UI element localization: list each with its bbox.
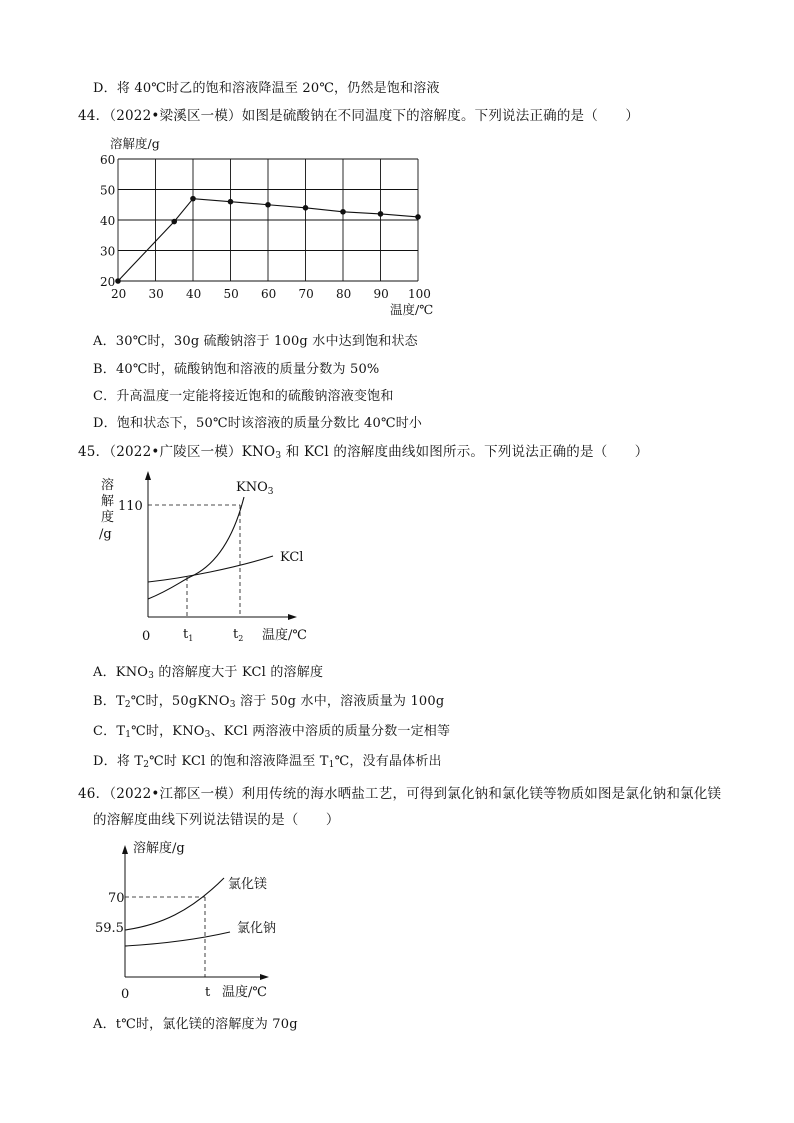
chart3-nacl-curve [125, 932, 230, 946]
chart1-x-tick-label: 80 [336, 287, 352, 301]
chart1-x-tick-label: 90 [373, 287, 389, 301]
q45-option-a: A．$KNO_3$ 的溶解度大于 KCl 的溶解度 [93, 665, 324, 681]
chart1-y-tick-label: 30 [100, 244, 116, 259]
q44-option-c: C．升高温度一定能将接近饱和的硫酸钠溶液变饱和 [93, 389, 394, 404]
chart3-tick-70: 70 [108, 891, 125, 906]
q45-option-c: C．$T_1℃$时，$KNO_3$、KCl 两溶液中溶质的质量分数一定相等 [93, 724, 451, 740]
q46-option-a: A．t℃时，氯化镁的溶解度为 70g [93, 1017, 298, 1032]
q44-option-d: D．饱和状态下，50℃时该溶液的质量分数比 40℃时小 [93, 416, 423, 431]
chart2-xlabel: 温度/℃ [262, 628, 307, 643]
q45-option-b: B．$T_2℃$时，50gKNO$_3$ 溶于 50g 水中，溶液质量为 100g [93, 694, 445, 710]
chart1-ylabel: 溶解度/g [110, 136, 160, 151]
chart1-x-tick-label: 40 [186, 287, 202, 301]
chart1-x-tick-label: 30 [148, 287, 164, 301]
chart1-xlabel: 温度/℃ [390, 302, 434, 317]
chart2-tick-t2: $t_2$ [233, 627, 244, 643]
chart2-origin: 0 [142, 629, 151, 644]
chart3-mgcl2-label: 氯化镁 [228, 877, 268, 892]
chart2-ylabel-3: 度 [101, 510, 115, 525]
q43-option-d: D．将 40℃时乙的饱和溶液降温至 20℃，仍然是饱和溶液 [93, 81, 440, 96]
chart1-x-tick-label: 20 [111, 287, 127, 301]
chart1-y-tick-label: 20 [100, 275, 116, 289]
q45-stem: 45．（2022•广陵区一模）$KNO_3$ 和 KCl 的溶解度曲线如图所示。下列说法正确的是（ ） [78, 444, 649, 461]
q44-stem: 44．（2022•梁溪区一模）如图是硫酸钠在不同温度下的溶解度。下列说法正确的是（ ） [78, 108, 640, 124]
chart3-tick-59-5: 59.5 [95, 921, 124, 936]
chart1-y-tick-label: 50 [100, 183, 116, 198]
q44-option-b: B．40℃时，硫酸钠饱和溶液的质量分数为 50% [93, 362, 380, 377]
chart2-ylabel-2: 解 [101, 494, 115, 509]
chart1-x-tick-label: 50 [223, 287, 239, 301]
chart1-y-tick-label: 60 [100, 153, 116, 167]
chart3-nacl-label: 氯化钠 [237, 921, 277, 936]
chart1-y-tick-label: 40 [100, 214, 116, 228]
chart3-tick-t: t [205, 985, 211, 1000]
q46-stem-line1: 46．（2022•江都区一模）利用传统的海水晒盐工艺，可得到氯化钠和氯化镁等物质如图是氯化钠和氯化镁 [78, 786, 722, 802]
chart2-ylabel-4: /g [99, 527, 112, 542]
chart1-x-tick-label: 60 [261, 287, 277, 301]
q44-option-a: A．30℃时，30g 硫酸钠溶于 100g 水中达到饱和状态 [93, 334, 418, 349]
chart3-origin: 0 [121, 987, 130, 1002]
chart2-ylabel-1: 溶 [101, 478, 115, 493]
chart3-mgcl2-curve [125, 878, 224, 930]
chart3-y-arrow [122, 845, 128, 854]
q45-option-d: D．将 $T_2℃$时 KCl 的饱和溶液降温至 $T_1℃$，没有晶体析出 [93, 754, 442, 770]
chart3-ylabel: 溶解度/g [133, 841, 185, 856]
chart2-tick-110: 110 [118, 499, 143, 514]
chart2-tick-t1: $t_1$ [183, 627, 194, 643]
chart1-x-tick-label: 100 [408, 287, 431, 301]
chart1-x-tick-label: 70 [298, 287, 314, 301]
chart2-kno3-label: $KNO_3$ [236, 480, 274, 497]
chart3-x-arrow [260, 974, 269, 980]
q46-stem-line2: 的溶解度曲线下列说法错误的是（ ） [93, 812, 340, 828]
chart2-kcl-label: KCl [280, 550, 304, 565]
chart3-xlabel: 温度/℃ [222, 985, 267, 1000]
